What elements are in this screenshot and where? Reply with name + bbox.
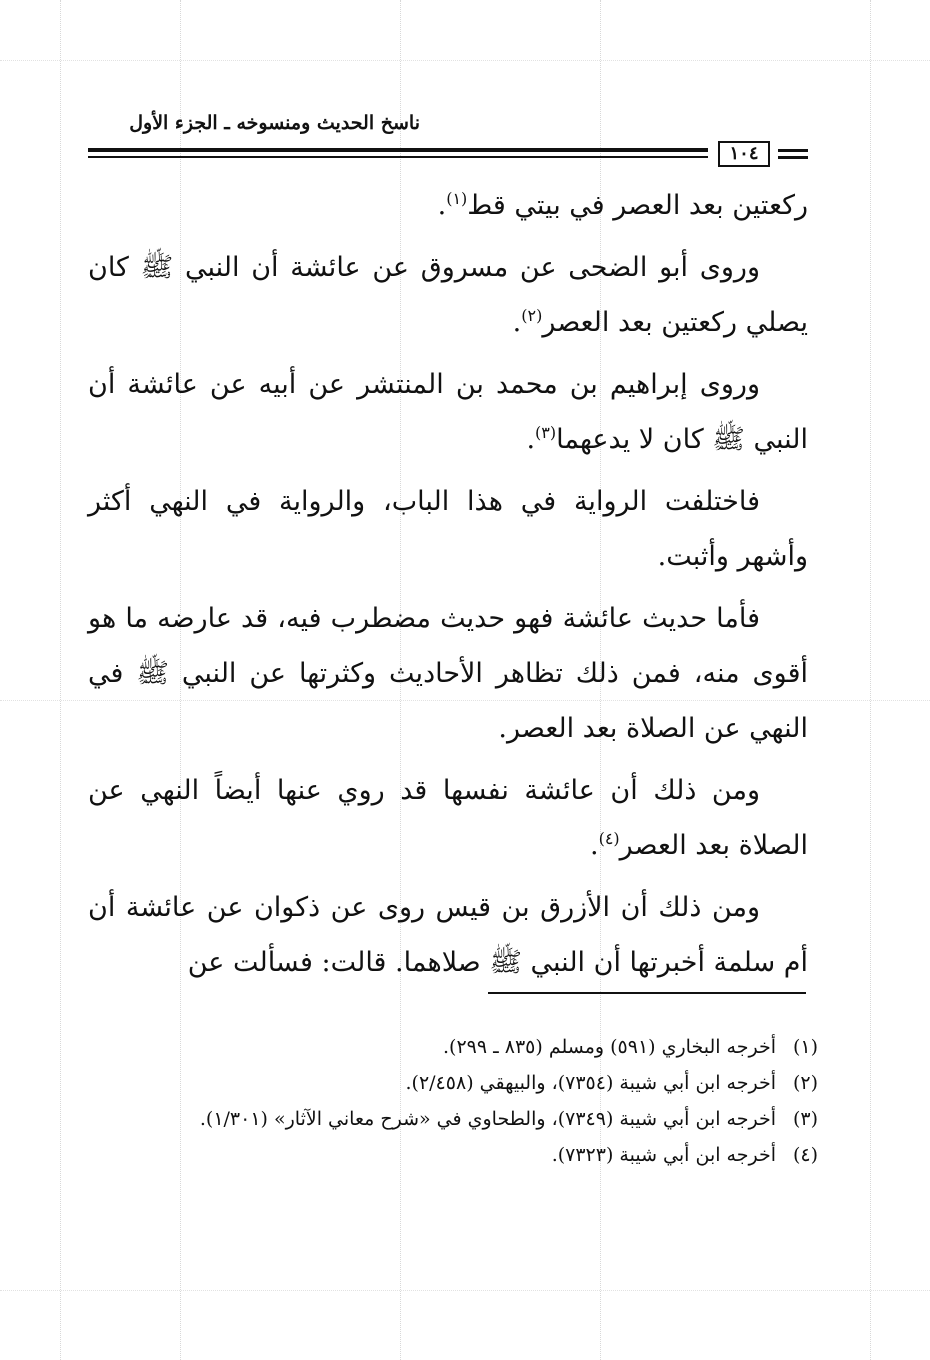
footnote-text: أخرجه ابن أبي شيبة (٧٣٥٤)، والبيهقي (٢/٤٥٨).: [405, 1072, 776, 1094]
paragraph: وروى إبراهيم بن محمد بن المنتشر عن أبيه عن عائشة أن النبي ﷺ كان لا يدعهما$^{(٣)}$.: [88, 369, 808, 455]
header-rule: [88, 156, 708, 158]
scan-guide: [0, 60, 930, 61]
footnote: [88, 1102, 818, 1136]
footnote-ref[interactable]: (٢): [521, 306, 543, 325]
footnote-ref[interactable]: (١): [446, 189, 468, 208]
scan-guide: [870, 0, 871, 1360]
running-title: ناسخ الحديث ومنسوخه ـ الجزء الأول: [129, 112, 420, 134]
footnote-separator: [488, 992, 806, 994]
paragraph: ركعتين بعد العصر في بيتي قط$^{(١)}$.: [437, 189, 808, 221]
scan-guide: [60, 0, 61, 1360]
paragraph: فاختلفت الرواية في هذا الباب، والرواية في النهي أكثر وأشهر وأثبت.: [88, 486, 808, 572]
footnote-number: (٤): [792, 1144, 818, 1166]
footnote-text: أخرجه ابن أبي شيبة (٧٣٢٣).: [551, 1144, 776, 1166]
footnote-number: (٢): [792, 1072, 818, 1094]
footnotes: [88, 1030, 818, 1174]
footnote-text: أخرجه ابن أبي شيبة (٧٣٤٩)، والطحاوي في «شرح معاني الآثار» (١/٣٠١).: [199, 1108, 776, 1130]
page-number-ornament: [778, 149, 808, 152]
body-text: [88, 178, 808, 997]
header-rule: [88, 148, 708, 152]
page-number: ١٠٤: [718, 141, 770, 167]
scan-guide: [0, 1290, 930, 1291]
footnote: [88, 1030, 818, 1064]
footnote: [88, 1138, 818, 1172]
footnote: [88, 1066, 818, 1100]
paragraph: فأما حديث عائشة فهو حديث مضطرب فيه، قد عارضه ما هو أقوى منه، فمن ذلك تظاهر الأحاديث وكثرتها عن النبي ﷺ في النهي عن الصلاة بعد العصر.: [88, 603, 808, 744]
page-number-ornament: [778, 156, 808, 159]
paragraph: ومن ذلك أن الأزرق بن قيس روى عن ذكوان عن عائشة أن أم سلمة أخبرتها أن النبي ﷺ صلاهما. قالت: فسألت عن: [88, 892, 808, 978]
footnote-number: (١): [792, 1036, 818, 1058]
paragraph: وروى أبو الضحى عن مسروق عن عائشة أن النبي ﷺ كان يصلي ركعتين بعد العصر$^{(٢)}$.: [88, 252, 808, 338]
footnote-number: (٣): [792, 1108, 818, 1130]
paragraph: ومن ذلك أن عائشة نفسها قد روي عنها أيضاً النهي عن الصلاة بعد العصر$^{(٤)}$.: [88, 775, 808, 861]
footnote-ref[interactable]: (٤): [598, 829, 620, 848]
footnote-ref[interactable]: (٣): [535, 423, 557, 442]
footnote-text: أخرجه البخاري (٥٩١) ومسلم (٨٣٥ ـ ٢٩٩).: [443, 1036, 776, 1058]
